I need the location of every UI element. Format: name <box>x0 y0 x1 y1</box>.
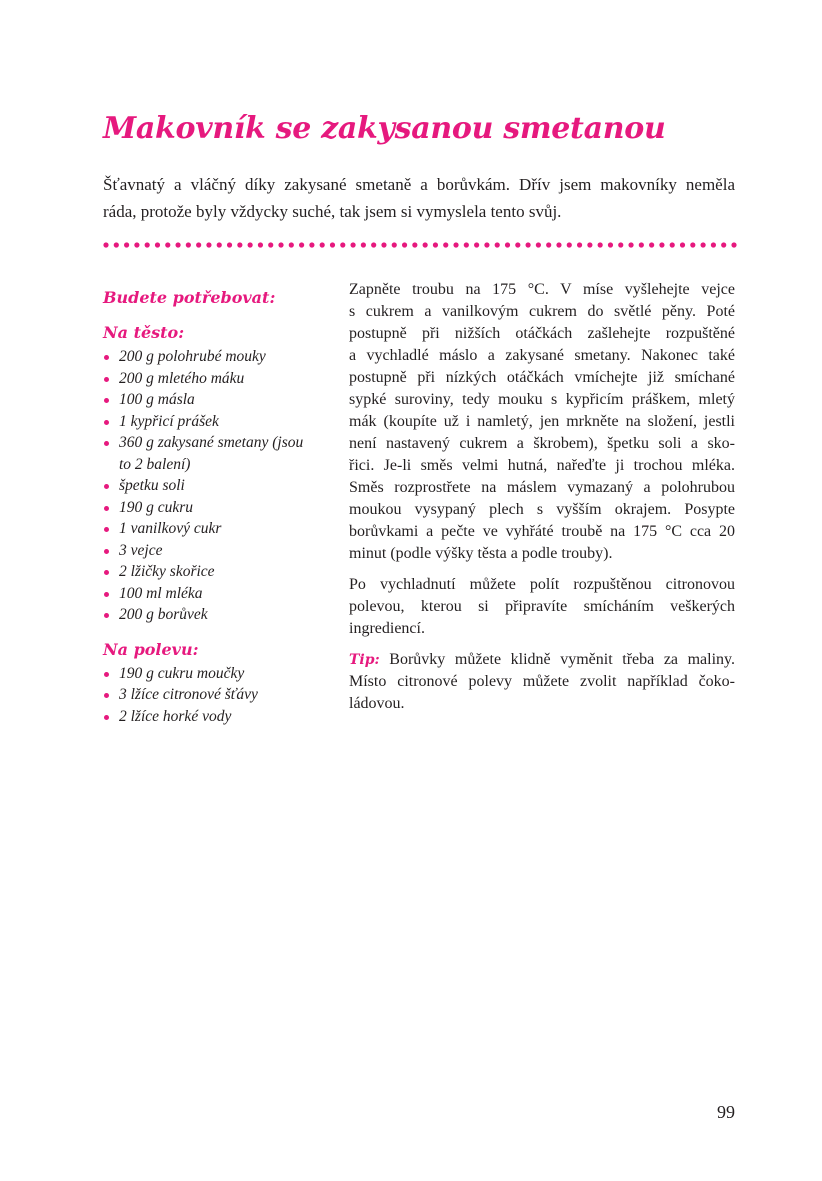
divider-dot <box>495 242 500 247</box>
recipe-intro <box>103 171 735 225</box>
divider-dot <box>711 242 716 247</box>
divider-dot <box>350 242 355 247</box>
ingredient-item: 1 kypřicí prášek <box>103 411 313 433</box>
method-line: postupně při nižších otáčkách zašlehejte rozpuštěné <box>349 325 735 342</box>
divider-dot <box>175 242 180 247</box>
method-line: borůvkami a pečte ve vyhřáté troubě na 175 °C cca 20 <box>349 523 735 540</box>
intro-line: ráda, protože byly vždycky suché, tak jsem si vymyslela tento svůj. <box>103 202 562 221</box>
divider-dot <box>330 242 335 247</box>
method-line: a vychladlé máslo a zakysané smetany. Nakonec také <box>349 347 735 364</box>
divider-dot <box>320 242 325 247</box>
method-line: minut (podle výšky těsta a podle trouby). <box>349 545 613 562</box>
divider-dot <box>392 242 397 247</box>
divider-dot <box>289 242 294 247</box>
ingredient-item: 200 g mletého máku <box>103 368 313 390</box>
ingredient-item: 2 lžíce horké vody <box>103 706 313 728</box>
tip-line: Místo citronové polevy můžete zvolit například čoko- <box>349 673 735 690</box>
divider-dot <box>381 242 386 247</box>
divider-dot <box>567 242 572 247</box>
tip-line <box>349 649 735 671</box>
divider-dot <box>258 242 263 247</box>
divider-dot <box>628 242 633 247</box>
divider-dot <box>690 242 695 247</box>
divider-dot <box>309 242 314 247</box>
method-line: polevou, kterou si připravíte smícháním veškerých <box>349 598 735 615</box>
method-line: ingrediencí. <box>349 620 425 637</box>
method-line: sypké suroviny, tedy mouku s kypřicím práškem, mletý <box>349 391 735 408</box>
method-line: řici. Je-li směs velmi hutná, nařeďte ji trochou mléka. <box>349 457 735 474</box>
method-line: s cukrem a vanilkovým cukrem do světlé pěny. Poté <box>349 303 735 320</box>
divider-dot <box>114 242 119 247</box>
divider-dot <box>412 242 417 247</box>
ingredient-item: 3 vejce <box>103 540 313 562</box>
divider-dot <box>639 242 644 247</box>
divider-dot <box>484 242 489 247</box>
divider-dot <box>505 242 510 247</box>
divider-dot <box>598 242 603 247</box>
divider-dot <box>464 242 469 247</box>
divider-dot <box>670 242 675 247</box>
divider-dot <box>299 242 304 247</box>
divider-dot <box>371 242 376 247</box>
divider-dot <box>659 242 664 247</box>
divider-dot <box>227 242 232 247</box>
divider-dot <box>196 242 201 247</box>
divider-dot <box>453 242 458 247</box>
dotted-divider <box>103 240 737 250</box>
ingredients-column <box>103 288 313 741</box>
ingredient-item: 360 g zakysané smetany (jsou to 2 balení) <box>103 432 313 475</box>
divider-dot <box>145 242 150 247</box>
tip-text: Borůvky můžete klidně vyměnit třeba za maliny. <box>389 651 736 668</box>
dough-ingredient-list <box>103 346 313 626</box>
glaze-ingredient-list <box>103 663 313 728</box>
divider-dot <box>134 242 139 247</box>
divider-dot <box>433 242 438 247</box>
method-line: není nastavený cukrem a škrobem), špetku soli a sko- <box>349 435 735 452</box>
method-line: postupně při nízkých otáčkách vmíchejte již smíchané <box>349 369 735 386</box>
ingredient-item: 3 lžíce citronové šťávy <box>103 684 313 706</box>
divider-dot <box>556 242 561 247</box>
divider-dot <box>155 242 160 247</box>
ingredient-item: 1 vanilkový cukr <box>103 518 313 540</box>
divider-dot <box>649 242 654 247</box>
method-paragraph <box>349 574 735 640</box>
method-line: Směs rozprostřete na máslem vymazaný a polohrubou <box>349 479 735 496</box>
divider-dot <box>608 242 613 247</box>
divider-dot <box>268 242 273 247</box>
divider-dot <box>731 242 736 247</box>
divider-dot <box>278 242 283 247</box>
divider-dot <box>577 242 582 247</box>
ingredient-item: 100 g másla <box>103 389 313 411</box>
ingredient-item: 2 lžičky skořice <box>103 561 313 583</box>
ingredients-heading: Budete potřebovat: <box>103 288 276 307</box>
page-number: 99 <box>717 1102 735 1122</box>
divider-dot <box>186 242 191 247</box>
ingredient-item: 200 g polohrubé mouky <box>103 346 313 368</box>
divider-dot <box>618 242 623 247</box>
method-line: mák (koupíte už i namletý, jen mrkněte na složení, jestli <box>349 413 735 430</box>
ingredient-item: 200 g borůvek <box>103 604 313 626</box>
divider-dot <box>165 242 170 247</box>
divider-dot <box>206 242 211 247</box>
dough-heading: Na těsto: <box>103 323 185 342</box>
divider-dot <box>587 242 592 247</box>
ingredient-item: špetku soli <box>103 475 313 497</box>
method-column <box>349 279 735 724</box>
divider-dot <box>248 242 253 247</box>
divider-dot <box>237 242 242 247</box>
divider-dot <box>124 242 129 247</box>
divider-dot <box>536 242 541 247</box>
divider-dot <box>103 242 108 247</box>
divider-dot <box>423 242 428 247</box>
method-line: moukou vysypaný plech s vyšším okrajem. Posypte <box>349 501 735 518</box>
method-line: Zapněte troubu na 175 °C. V míse vyšlehejte vejce <box>349 281 735 298</box>
intro-line: Šťavnatý a vláčný díky zakysané smetaně a borůvkám. Dřív jsem makovníky neměla <box>103 175 735 194</box>
ingredient-item: 190 g cukru moučky <box>103 663 313 685</box>
ingredient-item: 190 g cukru <box>103 497 313 519</box>
divider-dot <box>721 242 726 247</box>
ingredient-item: 100 ml mléka <box>103 583 313 605</box>
tip-line: ládovou. <box>349 695 405 712</box>
divider-dot <box>340 242 345 247</box>
glaze-heading: Na polevu: <box>103 639 199 659</box>
divider-dot <box>701 242 706 247</box>
divider-dot <box>217 242 222 247</box>
method-line: Po vychladnutí můžete polít rozpuštěnou citronovou <box>349 576 735 593</box>
tip-label: Tip: <box>349 652 380 668</box>
divider-dot <box>546 242 551 247</box>
divider-dot <box>526 242 531 247</box>
divider-dot <box>443 242 448 247</box>
method-paragraph <box>349 279 735 565</box>
divider-dot <box>361 242 366 247</box>
divider-dot <box>402 242 407 247</box>
divider-dot <box>680 242 685 247</box>
recipe-title: Makovník se zakysanou smetanou <box>103 111 666 146</box>
tip-paragraph <box>349 649 735 715</box>
divider-dot <box>515 242 520 247</box>
divider-dot <box>474 242 479 247</box>
